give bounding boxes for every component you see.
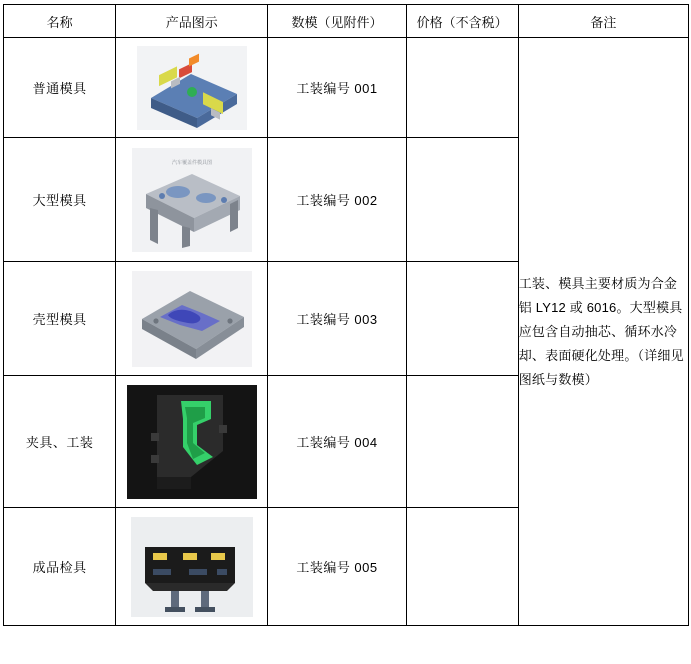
header-cell-model: 数模（见附件） xyxy=(268,5,406,38)
cell-name: 大型模具 xyxy=(4,138,116,262)
cell-name: 成品检具 xyxy=(4,508,116,626)
cell-image xyxy=(116,38,268,138)
cell-model: 工装编号 001 xyxy=(268,38,406,138)
document-page xyxy=(0,4,691,664)
成品检具-illustration xyxy=(131,517,253,617)
table-header xyxy=(4,5,689,38)
header-cell-remark: 备注 xyxy=(518,5,688,38)
壳型模具-illustration xyxy=(132,271,252,367)
夹具工装-illustration xyxy=(127,385,257,499)
mold-thumbnail-003 xyxy=(132,271,252,367)
mold-thumbnail-001 xyxy=(137,46,247,130)
remark-text: 工装、模具主要材质为合金铝 LY12 或 6016。大型模具应包含自动抽芯、循环水冷却、表面硬化处理。（详细见图纸与数模） xyxy=(518,275,684,387)
cell-remark xyxy=(518,38,688,626)
cell-image xyxy=(116,376,268,508)
gauge-thumbnail-005 xyxy=(131,517,253,617)
header-cell-image: 产品图示 xyxy=(116,5,268,38)
cell-image xyxy=(116,262,268,376)
cell-name: 普通模具 xyxy=(4,38,116,138)
cell-name: 壳型模具 xyxy=(4,262,116,376)
svg-text:汽车覆盖件模具图: 汽车覆盖件模具图 xyxy=(171,159,212,166)
cell-price[interactable] xyxy=(406,376,518,508)
header-cell-price: 价格（不含税） xyxy=(406,5,518,38)
table-header-row xyxy=(4,5,689,38)
cell-image xyxy=(116,138,268,262)
普通模具-illustration xyxy=(137,46,247,130)
table-body xyxy=(4,38,689,626)
cell-image xyxy=(116,508,268,626)
cell-model: 工装编号 003 xyxy=(268,262,406,376)
cell-price[interactable] xyxy=(406,138,518,262)
header-cell-name: 名称 xyxy=(4,5,116,38)
cell-model: 工装编号 002 xyxy=(268,138,406,262)
cell-price[interactable] xyxy=(406,262,518,376)
cell-price[interactable] xyxy=(406,508,518,626)
specification-table xyxy=(3,4,689,626)
cell-model: 工装编号 005 xyxy=(268,508,406,626)
大型模具-illustration xyxy=(132,148,252,252)
mold-thumbnail-002 xyxy=(132,148,252,252)
cell-model: 工装编号 004 xyxy=(268,376,406,508)
cell-price[interactable] xyxy=(406,38,518,138)
table-row xyxy=(4,38,689,138)
fixture-thumbnail-004 xyxy=(127,385,257,499)
cell-name: 夹具、工装 xyxy=(4,376,116,508)
